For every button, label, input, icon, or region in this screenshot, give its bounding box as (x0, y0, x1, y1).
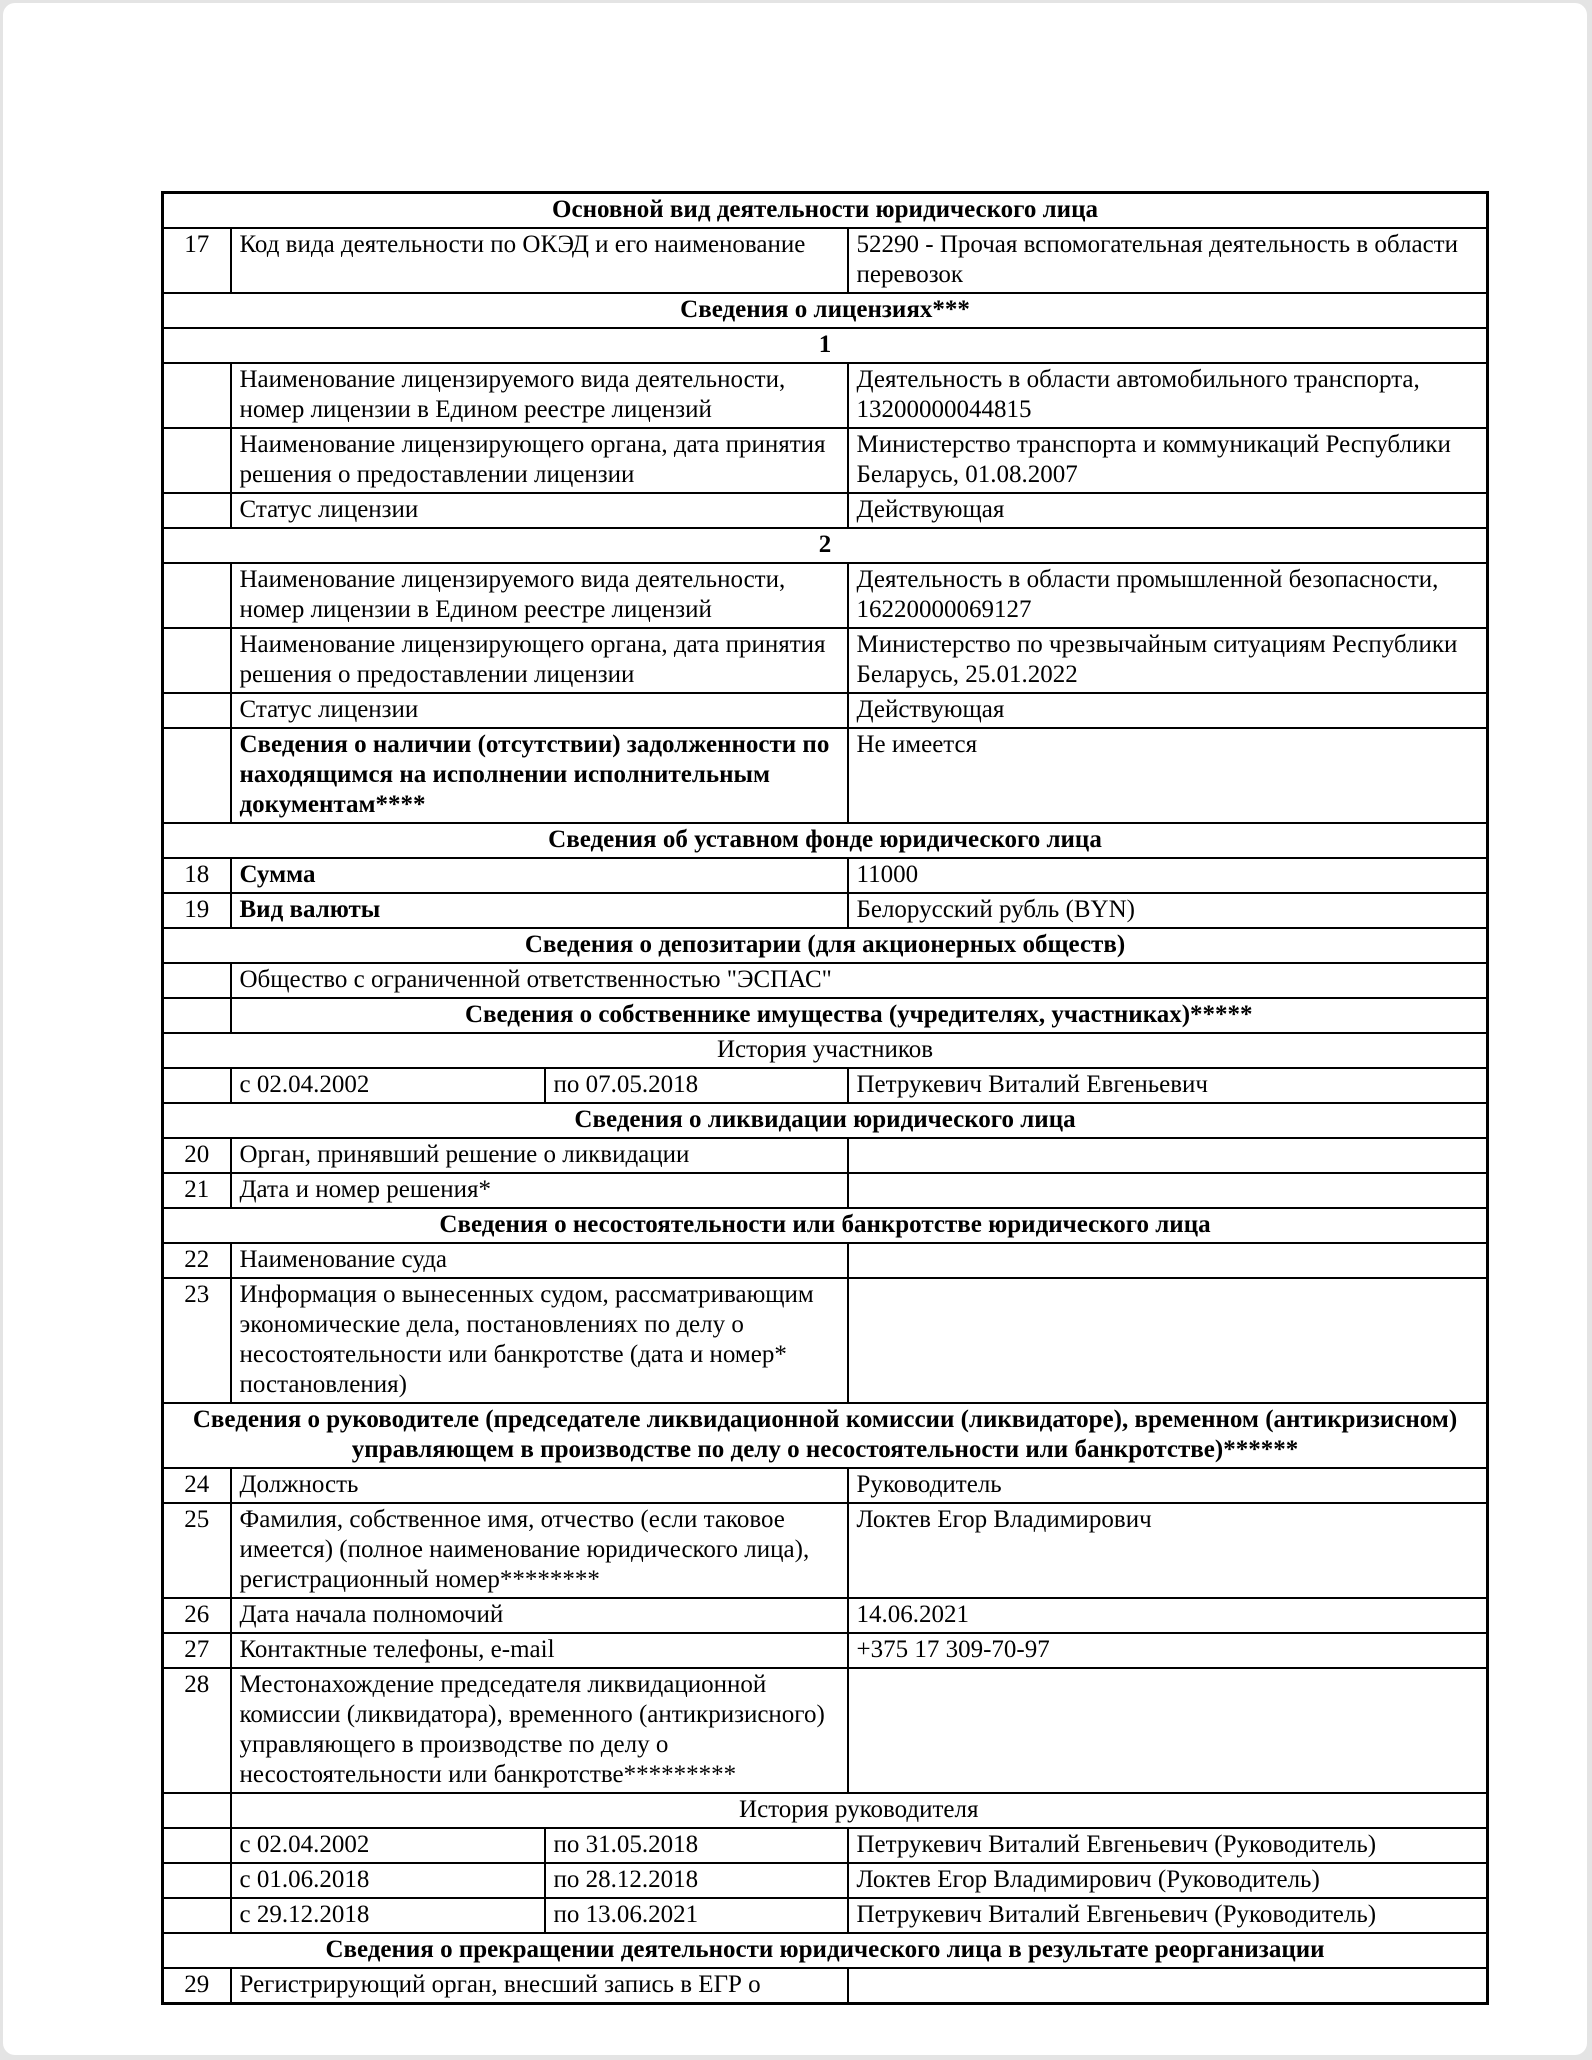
table-row (163, 1173, 1488, 1208)
history-date-to: по 13.06.2021 (545, 1898, 848, 1933)
row-number: 26 (163, 1598, 231, 1633)
field-label: Наименование лицензирующего органа, дата принятия решения о предоставлении лицензии (231, 428, 848, 493)
table-row (163, 628, 1488, 693)
field-label: Наименование лицензируемого вида деятельности, номер лицензии в Едином реестре лицензий (231, 363, 848, 428)
history-date-from: с 02.04.2002 (231, 1828, 545, 1863)
table-row (163, 1668, 1488, 1793)
history-date-from: с 29.12.2018 (231, 1898, 545, 1933)
field-label: Код вида деятельности по ОКЭД и его наименование (231, 228, 848, 293)
section-header: Сведения о руководителе (председателе ликвидационной комиссии (ликвидаторе), временном (антикризисном) управляющем в производстве по делу о несостоятельности или банкротстве)****** (163, 1403, 1488, 1468)
table-row (163, 1068, 1488, 1103)
field-value: Не имеется (848, 728, 1488, 823)
field-label: Контактные телефоны, e-mail (231, 1633, 848, 1668)
table-row (163, 1968, 1488, 2004)
field-value (848, 1173, 1488, 1208)
row-number: 24 (163, 1468, 231, 1503)
row-number (163, 1793, 231, 1828)
field-label: Орган, принявший решение о ликвидации (231, 1138, 848, 1173)
field-value: Действующая (848, 493, 1488, 528)
table-row (163, 1243, 1488, 1278)
table-row (163, 893, 1488, 928)
row-number: 27 (163, 1633, 231, 1668)
table-row (163, 1863, 1488, 1898)
registry-table-body (163, 193, 1488, 2004)
field-label: Наименование лицензируемого вида деятельности, номер лицензии в Едином реестре лицензий (231, 563, 848, 628)
table-row (163, 1103, 1488, 1138)
history-person-name: Локтев Егор Владимирович (Руководитель) (848, 1863, 1488, 1898)
table-row (163, 493, 1488, 528)
table-row (163, 293, 1488, 328)
table-row (163, 328, 1488, 363)
field-value: 11000 (848, 858, 1488, 893)
row-number (163, 363, 231, 428)
row-number: 17 (163, 228, 231, 293)
field-label: Сведения о наличии (отсутствии) задолженности по находящимся на исполнении исполнительным документам**** (231, 728, 848, 823)
history-person-name: Петрукевич Виталий Евгеньевич (Руководитель) (848, 1898, 1488, 1933)
section-header: Сведения о несостоятельности или банкротстве юридического лица (163, 1208, 1488, 1243)
history-date-to: по 28.12.2018 (545, 1863, 848, 1898)
field-label: Фамилия, собственное имя, отчество (если таковое имеется) (полное наименование юридического лица), регистрационный номер******** (231, 1503, 848, 1598)
field-value: Действующая (848, 693, 1488, 728)
field-label: Статус лицензии (231, 493, 848, 528)
table-row (163, 693, 1488, 728)
row-number (163, 563, 231, 628)
field-label: Наименование лицензирующего органа, дата принятия решения о предоставлении лицензии (231, 628, 848, 693)
field-label: Дата и номер решения* (231, 1173, 848, 1208)
field-value (848, 1138, 1488, 1173)
field-label: Регистрирующий орган, внесший запись в ЕГР о (231, 1968, 848, 2004)
history-date-to: по 31.05.2018 (545, 1828, 848, 1863)
field-value: Министерство по чрезвычайным ситуациям Республики Беларусь, 25.01.2022 (848, 628, 1488, 693)
row-number (163, 728, 231, 823)
field-label: Местонахождение председателя ликвидационной комиссии (ликвидатора), временного (антикризисного) управляющего в производстве по делу о несостоятельности или банкротстве********* (231, 1668, 848, 1793)
row-number (163, 998, 231, 1033)
section-header: Сведения о ликвидации юридического лица (163, 1103, 1488, 1138)
table-row (163, 928, 1488, 963)
table-row (163, 1033, 1488, 1068)
table-row (163, 1403, 1488, 1468)
table-row (163, 728, 1488, 823)
table-row (163, 1933, 1488, 1968)
row-number: 18 (163, 858, 231, 893)
table-row (163, 1278, 1488, 1403)
table-row (163, 528, 1488, 563)
history-date-from: с 01.06.2018 (231, 1863, 545, 1898)
table-row (163, 1503, 1488, 1598)
row-number (163, 1828, 231, 1863)
history-date-to: по 07.05.2018 (545, 1068, 848, 1103)
table-row (163, 363, 1488, 428)
field-value: Руководитель (848, 1468, 1488, 1503)
table-row (163, 228, 1488, 293)
table-row (163, 1828, 1488, 1863)
field-label: Должность (231, 1468, 848, 1503)
history-person-name: Петрукевич Виталий Евгеньевич (848, 1068, 1488, 1103)
row-number: 22 (163, 1243, 231, 1278)
row-number (163, 1068, 231, 1103)
table-row (163, 1898, 1488, 1933)
section-header: Основной вид деятельности юридического лица (163, 193, 1488, 229)
row-number (163, 693, 231, 728)
table-row (163, 963, 1488, 998)
field-label: Статус лицензии (231, 693, 848, 728)
table-row (163, 1633, 1488, 1668)
field-label: Вид валюты (231, 893, 848, 928)
row-number (163, 963, 231, 998)
field-label: Дата начала полномочий (231, 1598, 848, 1633)
field-label: Сумма (231, 858, 848, 893)
table-row (163, 1468, 1488, 1503)
wide-value: Общество с ограниченной ответственностью "ЭСПАС" (231, 963, 1488, 998)
section-header: Сведения о депозитарии (для акционерных обществ) (163, 928, 1488, 963)
table-row (163, 563, 1488, 628)
section-header: 1 (163, 328, 1488, 363)
section-header: Сведения о собственнике имущества (учредителях, участниках)***** (231, 998, 1488, 1033)
subsection-header: История руководителя (231, 1793, 1488, 1828)
section-header: 2 (163, 528, 1488, 563)
table-row (163, 1598, 1488, 1633)
table-row (163, 823, 1488, 858)
document-page (3, 3, 1587, 2055)
table-row (163, 858, 1488, 893)
history-date-from: с 02.04.2002 (231, 1068, 545, 1103)
field-value (848, 1243, 1488, 1278)
table-row (163, 428, 1488, 493)
section-header: Сведения о прекращении деятельности юридического лица в результате реорганизации (163, 1933, 1488, 1968)
table-row (163, 998, 1488, 1033)
subsection-header: История участников (163, 1033, 1488, 1068)
field-value (848, 1968, 1488, 2004)
field-value (848, 1278, 1488, 1403)
field-label: Информация о вынесенных судом, рассматривающим экономические дела, постановлениях по делу о несостоятельности или банкротстве (дата и номер* постановления) (231, 1278, 848, 1403)
field-value: Белорусский рубль (BYN) (848, 893, 1488, 928)
row-number (163, 1863, 231, 1898)
field-value: Деятельность в области промышленной безопасности, 16220000069127 (848, 563, 1488, 628)
row-number: 25 (163, 1503, 231, 1598)
field-value: 14.06.2021 (848, 1598, 1488, 1633)
field-value: 52290 - Прочая вспомогательная деятельность в области перевозок (848, 228, 1488, 293)
field-value: Локтев Егор Владимирович (848, 1503, 1488, 1598)
field-value (848, 1668, 1488, 1793)
history-person-name: Петрукевич Виталий Евгеньевич (Руководитель) (848, 1828, 1488, 1863)
row-number: 28 (163, 1668, 231, 1793)
row-number: 20 (163, 1138, 231, 1173)
row-number: 29 (163, 1968, 231, 2004)
table-row (163, 193, 1488, 229)
table-row (163, 1208, 1488, 1243)
row-number (163, 428, 231, 493)
row-number: 19 (163, 893, 231, 928)
field-value: +375 17 309-70-97 (848, 1633, 1488, 1668)
field-value: Деятельность в области автомобильного транспорта, 13200000044815 (848, 363, 1488, 428)
registry-table (161, 191, 1489, 2005)
row-number (163, 493, 231, 528)
field-value: Министерство транспорта и коммуникаций Республики Беларусь, 01.08.2007 (848, 428, 1488, 493)
row-number: 21 (163, 1173, 231, 1208)
row-number (163, 1898, 231, 1933)
field-label: Наименование суда (231, 1243, 848, 1278)
row-number: 23 (163, 1278, 231, 1403)
section-header: Сведения о лицензиях*** (163, 293, 1488, 328)
table-row (163, 1138, 1488, 1173)
row-number (163, 628, 231, 693)
section-header: Сведения об уставном фонде юридического лица (163, 823, 1488, 858)
table-row (163, 1793, 1488, 1828)
